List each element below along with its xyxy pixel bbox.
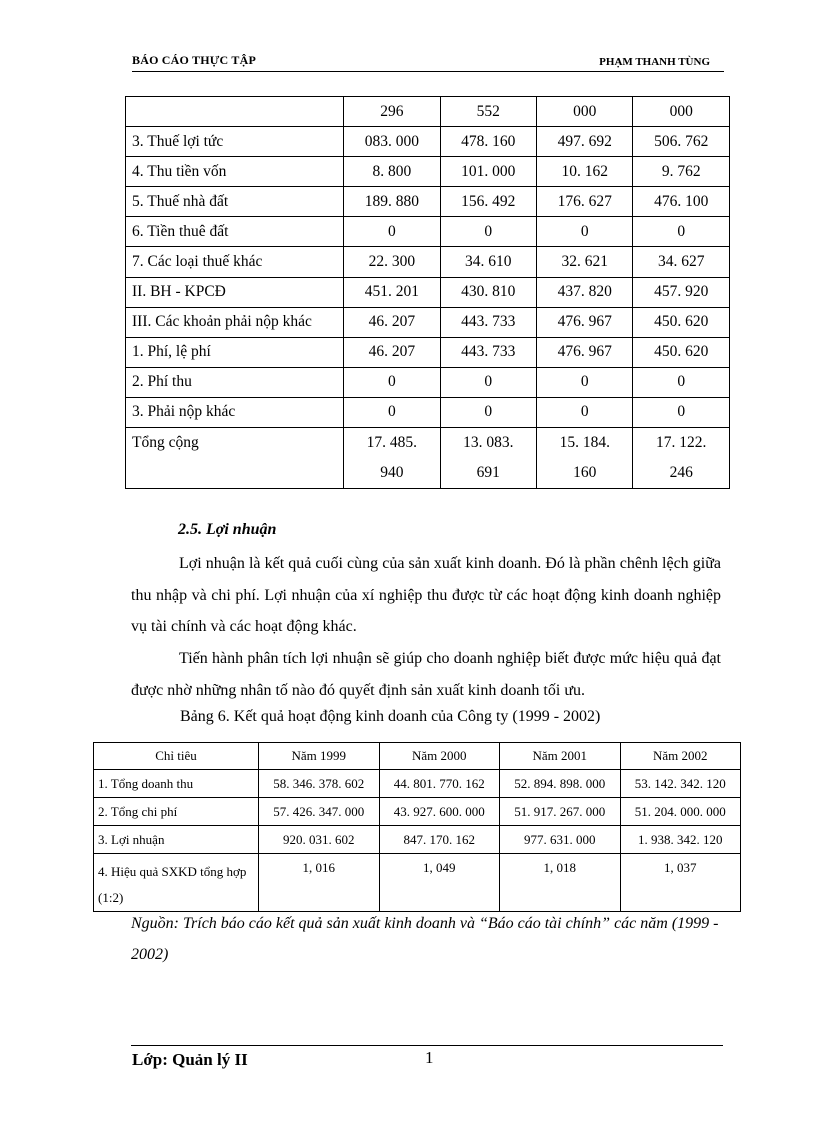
cell: 443. 733 — [440, 307, 536, 337]
cell: 000 — [537, 97, 633, 127]
cell: 0 — [633, 217, 730, 247]
row-label: 3. Phải nộp khác — [126, 397, 344, 427]
cell: 43. 927. 600. 000 — [379, 798, 500, 826]
page-header — [132, 50, 724, 72]
cell: 0 — [537, 397, 633, 427]
table-row — [126, 307, 730, 337]
cell: 51. 204. 000. 000 — [620, 798, 741, 826]
cell: 296 — [344, 97, 440, 127]
column-header: Năm 1999 — [259, 743, 380, 770]
cell: 1. 938. 342. 120 — [620, 826, 741, 854]
cell — [344, 428, 440, 489]
cell-line: 160 — [573, 464, 597, 482]
paragraph: Tiến hành phân tích lợi nhuận sẽ giúp cho doanh nghiệp biết được mức hiệu quả đạt được nhờ những nhân tố nào đó quyết định sản xuất kinh doanh tối ưu. — [131, 650, 721, 699]
cell: 083. 000 — [344, 127, 440, 157]
table-row — [126, 217, 730, 247]
cell: 847. 170. 162 — [379, 826, 500, 854]
business-results-table — [93, 742, 741, 912]
row-label: II. BH - KPCĐ — [126, 277, 344, 307]
cell-line: 15. 184. — [559, 434, 610, 452]
cell-line: 17. 122. — [656, 434, 707, 452]
table-row — [94, 798, 741, 826]
column-header: Năm 2001 — [500, 743, 621, 770]
cell: 58. 346. 378. 602 — [259, 770, 380, 798]
cell: 0 — [440, 367, 536, 397]
row-label: Tổng cộng — [126, 428, 344, 489]
cell: 1, 018 — [500, 854, 621, 912]
cell: 0 — [537, 217, 633, 247]
cell: 476. 967 — [537, 307, 633, 337]
cell: 52. 894. 898. 000 — [500, 770, 621, 798]
cell: 1, 049 — [379, 854, 500, 912]
row-label: 7. Các loại thuế khác — [126, 247, 344, 277]
table-row — [126, 367, 730, 397]
cell: 0 — [633, 367, 730, 397]
cell: 101. 000 — [440, 157, 536, 187]
page-number: 1 — [425, 1048, 434, 1067]
row-label: 5. Thuế nhà đất — [126, 187, 344, 217]
column-header: Năm 2000 — [379, 743, 500, 770]
table-caption: Bảng 6. Kết quả hoạt động kinh doanh của Công ty (1999 - 2002) — [180, 708, 601, 725]
cell: 0 — [344, 367, 440, 397]
cell: 51. 917. 267. 000 — [500, 798, 621, 826]
cell: 443. 733 — [440, 337, 536, 367]
cell: 506. 762 — [633, 127, 730, 157]
table-row — [126, 187, 730, 217]
cell: 0 — [440, 217, 536, 247]
table-row — [126, 397, 730, 427]
cell: 0 — [344, 217, 440, 247]
cell: 34. 610 — [440, 247, 536, 277]
table-row — [94, 826, 741, 854]
cell: 430. 810 — [440, 277, 536, 307]
cell: 53. 142. 342. 120 — [620, 770, 741, 798]
table-row — [126, 247, 730, 277]
cell: 9. 762 — [633, 157, 730, 187]
cell-line: 246 — [669, 464, 693, 482]
cell: 0 — [633, 397, 730, 427]
row-label: 3. Thuế lợi tức — [126, 127, 344, 157]
table-row — [126, 127, 730, 157]
section-title: 2.5. Lợi nhuận — [178, 521, 277, 538]
table-row — [94, 854, 741, 912]
cell — [537, 428, 633, 489]
cell: 497. 692 — [537, 127, 633, 157]
cell: 451. 201 — [344, 277, 440, 307]
cell: 437. 820 — [537, 277, 633, 307]
cell: 0 — [344, 397, 440, 427]
cell: 46. 207 — [344, 337, 440, 367]
table-row — [94, 770, 741, 798]
cell: 0 — [537, 367, 633, 397]
table-header-row — [94, 743, 741, 770]
tax-table — [125, 96, 730, 489]
row-label: 6. Tiền thuê đất — [126, 217, 344, 247]
footer-divider — [131, 1045, 723, 1046]
cell: 44. 801. 770. 162 — [379, 770, 500, 798]
cell: 476. 100 — [633, 187, 730, 217]
table-row — [126, 337, 730, 367]
cell: 000 — [633, 97, 730, 127]
author-name: PHẠM THANH TÙNG — [599, 56, 710, 68]
cell: 46. 207 — [344, 307, 440, 337]
cell: 450. 620 — [633, 307, 730, 337]
column-header: Năm 2002 — [620, 743, 741, 770]
cell: 176. 627 — [537, 187, 633, 217]
cell: 478. 160 — [440, 127, 536, 157]
cell-line: 940 — [380, 464, 404, 482]
row-label: 3. Lợi nhuận — [94, 826, 259, 854]
report-title: BÁO CÁO THỰC TẬP — [132, 53, 256, 67]
total-row — [126, 428, 730, 489]
cell-line: 17. 485. — [366, 434, 417, 452]
cell: 1, 016 — [259, 854, 380, 912]
class-label: Lớp: Quản lý II — [132, 1050, 248, 1069]
cell: 920. 031. 602 — [259, 826, 380, 854]
row-label: 1. Tổng doanh thu — [94, 770, 259, 798]
row-label: III. Các khoản phải nộp khác — [126, 307, 344, 337]
cell: 457. 920 — [633, 277, 730, 307]
row-label: 4. Hiệu quả SXKD tổng hợp (1:2) — [94, 854, 259, 912]
source-note: Nguồn: Trích báo cáo kết quả sản xuất kinh doanh và “Báo cáo tài chính” các năm (1999 - 2002) — [131, 915, 719, 963]
row-label: 2. Phí thu — [126, 367, 344, 397]
cell: 552 — [440, 97, 536, 127]
header-divider — [132, 71, 724, 72]
cell: 10. 162 — [537, 157, 633, 187]
table-row — [126, 157, 730, 187]
row-label: 1. Phí, lệ phí — [126, 337, 344, 367]
paragraph: Lợi nhuận là kết quả cuối cùng của sản xuất kinh doanh. Đó là phần chênh lệch giữa thu nhập và chi phí. Lợi nhuận của xí nghiệp thu được từ các hoạt động kinh doanh nghiệp vụ tài chính và các hoạt động khác. — [131, 555, 721, 635]
cell: 32. 621 — [537, 247, 633, 277]
row-label — [126, 97, 344, 127]
cell: 450. 620 — [633, 337, 730, 367]
table-row — [126, 277, 730, 307]
cell-line: 13. 083. — [463, 434, 514, 452]
cell: 1, 037 — [620, 854, 741, 912]
table-row — [126, 97, 730, 127]
cell: 8. 800 — [344, 157, 440, 187]
row-label: 2. Tổng chi phí — [94, 798, 259, 826]
cell: 476. 967 — [537, 337, 633, 367]
cell: 22. 300 — [344, 247, 440, 277]
cell: 57. 426. 347. 000 — [259, 798, 380, 826]
column-header: Chỉ tiêu — [94, 743, 259, 770]
cell-line: 691 — [476, 464, 500, 482]
cell: 0 — [440, 397, 536, 427]
cell: 189. 880 — [344, 187, 440, 217]
cell — [440, 428, 536, 489]
cell: 156. 492 — [440, 187, 536, 217]
row-label: 4. Thu tiền vốn — [126, 157, 344, 187]
cell: 977. 631. 000 — [500, 826, 621, 854]
cell: 34. 627 — [633, 247, 730, 277]
cell — [633, 428, 730, 489]
